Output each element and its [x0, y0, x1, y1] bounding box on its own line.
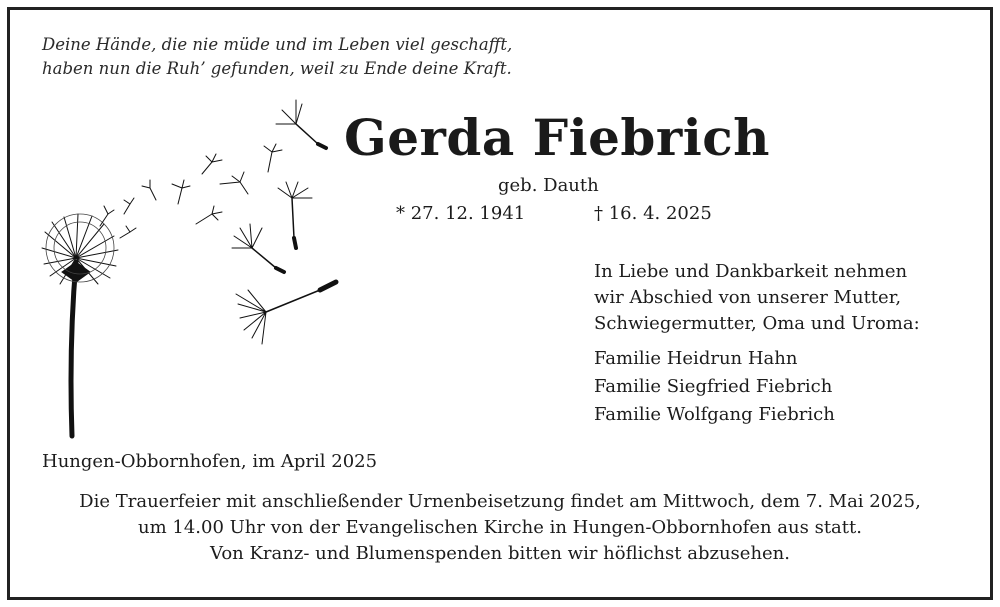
seed-medium — [232, 224, 284, 272]
ceremony-line: Die Trauerfeier mit anschließender Urnenbeisetzung findet am Mittwoch, dem 7. Mai 2025, — [79, 491, 921, 512]
intro-line: Schwiegermutter, Oma und Uroma: — [594, 313, 920, 334]
place-date: Hungen-Obbornhofen, im April 2025 — [42, 451, 378, 472]
mourners-intro — [594, 259, 920, 337]
family-name: Familie Siegfried Fiebrich — [594, 376, 833, 397]
mourner-families — [594, 345, 835, 429]
seed-small — [100, 144, 282, 238]
poem-line: haben nun die Ruh’ gefunden, weil zu Ende deine Kraft. — [42, 59, 512, 78]
birth-date: * 27. 12. 1941 — [396, 203, 526, 224]
ceremony-line: Von Kranz- und Blumenspenden bitten wir höflichst abzusehen. — [209, 543, 791, 564]
intro-line: In Liebe und Dankbarkeit nehmen — [594, 261, 908, 282]
intro-line: wir Abschied von unserer Mutter, — [594, 287, 902, 308]
dandelion-illustration — [0, 0, 360, 445]
deceased-name: Gerda Fiebrich — [344, 108, 771, 167]
family-name: Familie Heidrun Hahn — [594, 348, 798, 369]
seed-medium — [278, 182, 312, 248]
ceremony-info — [0, 489, 1000, 567]
family-name: Familie Wolfgang Fiebrich — [594, 404, 835, 425]
dandelion-stem — [71, 262, 76, 436]
ceremony-line: um 14.00 Uhr von der Evangelischen Kirche in Hungen-Obbornhofen aus statt. — [138, 517, 862, 538]
seed-medium — [276, 100, 326, 148]
poem-line: Deine Hände, die nie müde und im Leben viel geschafft, — [42, 35, 513, 54]
death-date: † 16. 4. 2025 — [594, 203, 712, 224]
maiden-name: geb. Dauth — [498, 175, 599, 196]
seed-large — [236, 282, 336, 344]
